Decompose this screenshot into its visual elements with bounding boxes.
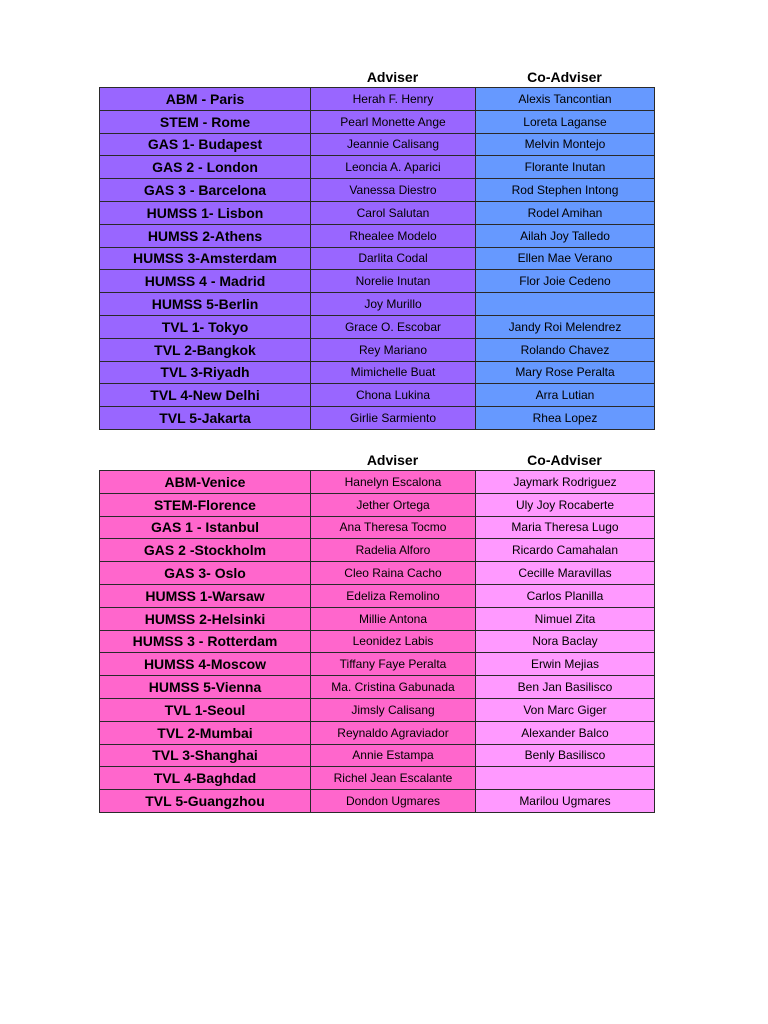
table-row	[100, 767, 655, 790]
table-row	[100, 653, 655, 676]
adviser-cell: Dondon Ugmares	[311, 790, 476, 813]
co-adviser-cell: Ellen Mae Verano	[476, 247, 655, 270]
table-row	[100, 179, 655, 202]
table-row	[100, 493, 655, 516]
table-row	[100, 270, 655, 293]
section-cell: TVL 2-Bangkok	[100, 338, 311, 361]
adviser-cell: Richel Jean Escalante	[311, 767, 476, 790]
section-cell: GAS 2 -Stockholm	[100, 539, 311, 562]
table-row	[100, 224, 655, 247]
table-row	[100, 133, 655, 156]
adviser-cell: Cleo Raina Cacho	[311, 562, 476, 585]
co-adviser-cell: Ailah Joy Talledo	[476, 224, 655, 247]
adviser-cell: Leonidez Labis	[311, 630, 476, 653]
table-row	[100, 721, 655, 744]
section-cell: ABM - Paris	[100, 88, 311, 111]
adviser-cell: Pearl Monette Ange	[311, 110, 476, 133]
section-cell: HUMSS 2-Helsinki	[100, 607, 311, 630]
co-adviser-cell: Nimuel Zita	[476, 607, 655, 630]
table-row	[100, 338, 655, 361]
table-row	[100, 744, 655, 767]
adviser-cell: Joy Murillo	[311, 293, 476, 316]
adviser-cell: Rey Mariano	[311, 338, 476, 361]
co-adviser-cell: Nora Baclay	[476, 630, 655, 653]
section-cell: TVL 3-Riyadh	[100, 361, 311, 384]
table-row	[100, 247, 655, 270]
section-cell: TVL 2-Mumbai	[100, 721, 311, 744]
adviser-cell: Radelia Alforo	[311, 539, 476, 562]
adviser-table-1	[99, 68, 654, 430]
co-adviser-cell: Carlos Planilla	[476, 584, 655, 607]
co-adviser-cell: Flor Joie Cedeno	[476, 270, 655, 293]
co-adviser-cell: Florante Inutan	[476, 156, 655, 179]
section-cell: HUMSS 3 - Rotterdam	[100, 630, 311, 653]
adviser-cell: Annie Estampa	[311, 744, 476, 767]
co-adviser-cell: Alexander Balco	[476, 721, 655, 744]
section-cell: TVL 5-Jakarta	[100, 407, 311, 430]
adviser-cell: Rhealee Modelo	[311, 224, 476, 247]
adviser-cell: Herah F. Henry	[311, 88, 476, 111]
co-adviser-cell: Erwin Mejias	[476, 653, 655, 676]
co-adviser-cell: Cecille Maravillas	[476, 562, 655, 585]
section-cell: GAS 3 - Barcelona	[100, 179, 311, 202]
section-cell: HUMSS 4-Moscow	[100, 653, 311, 676]
co-adviser-cell: Arra Lutian	[476, 384, 655, 407]
co-adviser-column-header: Co-Adviser	[527, 69, 602, 85]
co-adviser-cell: Von Marc Giger	[476, 698, 655, 721]
adviser-table-2	[99, 451, 654, 813]
section-cell: GAS 1- Budapest	[100, 133, 311, 156]
co-adviser-cell	[476, 767, 655, 790]
table-row	[100, 88, 655, 111]
adviser-cell: Ana Theresa Tocmo	[311, 516, 476, 539]
adviser-cell: Leoncia A. Aparici	[311, 156, 476, 179]
table-row	[100, 384, 655, 407]
adviser-cell: Tiffany Faye Peralta	[311, 653, 476, 676]
adviser-cell: Carol Salutan	[311, 201, 476, 224]
table-row	[100, 201, 655, 224]
table-row	[100, 407, 655, 430]
co-adviser-cell: Ben Jan Basilisco	[476, 676, 655, 699]
section-cell: HUMSS 1- Lisbon	[100, 201, 311, 224]
adviser-cell: Hanelyn Escalona	[311, 471, 476, 494]
section-cell: GAS 2 - London	[100, 156, 311, 179]
section-cell: HUMSS 3-Amsterdam	[100, 247, 311, 270]
co-adviser-column-header: Co-Adviser	[527, 452, 602, 468]
adviser-cell: Darlita Codal	[311, 247, 476, 270]
table-body	[99, 470, 655, 813]
table-row	[100, 676, 655, 699]
section-cell: TVL 5-Guangzhou	[100, 790, 311, 813]
section-cell: STEM-Florence	[100, 493, 311, 516]
co-adviser-cell: Rodel Amihan	[476, 201, 655, 224]
table-body	[99, 87, 655, 430]
section-cell: TVL 1-Seoul	[100, 698, 311, 721]
adviser-cell: Edeliza Remolino	[311, 584, 476, 607]
adviser-cell: Girlie Sarmiento	[311, 407, 476, 430]
section-cell: TVL 3-Shanghai	[100, 744, 311, 767]
section-cell: STEM - Rome	[100, 110, 311, 133]
co-adviser-cell: Melvin Montejo	[476, 133, 655, 156]
table-row	[100, 361, 655, 384]
co-adviser-cell	[476, 293, 655, 316]
co-adviser-cell: Rhea Lopez	[476, 407, 655, 430]
table-row	[100, 471, 655, 494]
adviser-column-header: Adviser	[366, 69, 419, 85]
co-adviser-cell: Loreta Laganse	[476, 110, 655, 133]
co-adviser-cell: Maria Theresa Lugo	[476, 516, 655, 539]
adviser-cell: Grace O. Escobar	[311, 315, 476, 338]
table-row	[100, 698, 655, 721]
adviser-cell: Norelie Inutan	[311, 270, 476, 293]
co-adviser-cell: Marilou Ugmares	[476, 790, 655, 813]
table-row	[100, 630, 655, 653]
co-adviser-cell: Rod Stephen Intong	[476, 179, 655, 202]
table-row	[100, 539, 655, 562]
section-cell: HUMSS 5-Berlin	[100, 293, 311, 316]
adviser-cell: Mimichelle Buat	[311, 361, 476, 384]
adviser-column-header: Adviser	[366, 452, 419, 468]
adviser-cell: Jeannie Calisang	[311, 133, 476, 156]
section-cell: TVL 4-Baghdad	[100, 767, 311, 790]
table-row	[100, 790, 655, 813]
section-cell: HUMSS 2-Athens	[100, 224, 311, 247]
co-adviser-cell: Benly Basilisco	[476, 744, 655, 767]
section-cell: TVL 1- Tokyo	[100, 315, 311, 338]
section-cell: HUMSS 4 - Madrid	[100, 270, 311, 293]
adviser-cell: Jimsly Calisang	[311, 698, 476, 721]
table-row	[100, 315, 655, 338]
adviser-cell: Millie Antona	[311, 607, 476, 630]
section-cell: HUMSS 5-Vienna	[100, 676, 311, 699]
table-row	[100, 607, 655, 630]
table-row	[100, 293, 655, 316]
adviser-cell: Vanessa Diestro	[311, 179, 476, 202]
table-header	[99, 68, 654, 87]
table-row	[100, 156, 655, 179]
section-cell: ABM-Venice	[100, 471, 311, 494]
co-adviser-cell: Rolando Chavez	[476, 338, 655, 361]
section-cell: GAS 1 - Istanbul	[100, 516, 311, 539]
section-cell: GAS 3- Oslo	[100, 562, 311, 585]
co-adviser-cell: Uly Joy Rocaberte	[476, 493, 655, 516]
co-adviser-cell: Alexis Tancontian	[476, 88, 655, 111]
section-cell: TVL 4-New Delhi	[100, 384, 311, 407]
co-adviser-cell: Jandy Roi Melendrez	[476, 315, 655, 338]
adviser-cell: Jether Ortega	[311, 493, 476, 516]
table-row	[100, 562, 655, 585]
table-row	[100, 110, 655, 133]
section-cell: HUMSS 1-Warsaw	[100, 584, 311, 607]
table-header	[99, 451, 654, 470]
co-adviser-cell: Ricardo Camahalan	[476, 539, 655, 562]
adviser-cell: Ma. Cristina Gabunada	[311, 676, 476, 699]
adviser-cell: Chona Lukina	[311, 384, 476, 407]
adviser-cell: Reynaldo Agraviador	[311, 721, 476, 744]
table-row	[100, 584, 655, 607]
table-row	[100, 516, 655, 539]
co-adviser-cell: Mary Rose Peralta	[476, 361, 655, 384]
co-adviser-cell: Jaymark Rodriguez	[476, 471, 655, 494]
